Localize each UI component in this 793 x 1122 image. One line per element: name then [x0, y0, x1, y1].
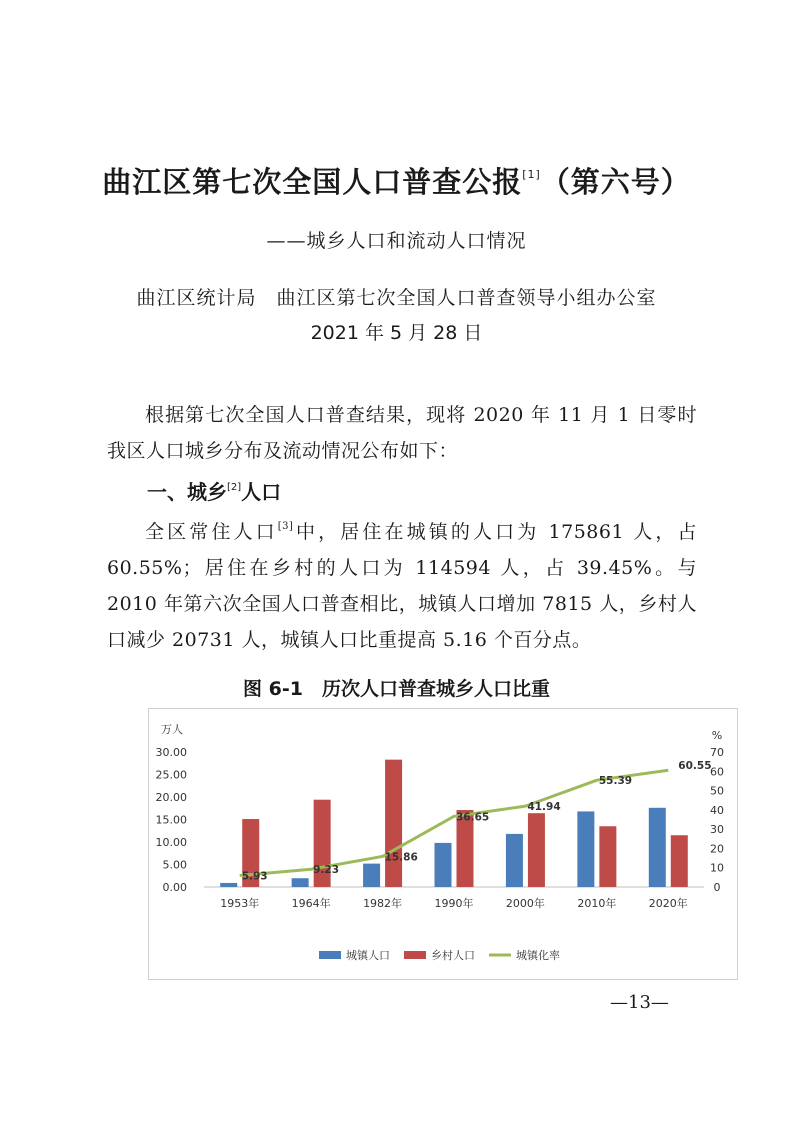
y-left-tick-label: 0.00 [162, 881, 187, 894]
x-tick-label: 2000年 [505, 897, 545, 910]
x-tick-label: 1990年 [434, 897, 474, 910]
x-tick-label: 2010年 [577, 897, 617, 910]
publish-date: 2021 年 5 月 28 日 [310, 322, 483, 344]
chart-title: 图 6-1 历次人口普查城乡人口比重 [243, 678, 550, 700]
title-footnote-ref: [1] [522, 168, 541, 181]
line-data-label: 15.86 [384, 851, 418, 864]
section-heading-text-b: 人口 [241, 480, 282, 504]
y-left-tick-label: 5.00 [162, 858, 187, 872]
legend-swatch [404, 951, 426, 959]
chart-container [148, 708, 738, 980]
section-heading-footnote-ref: [2] [227, 482, 242, 493]
x-tick-label: 1982年 [363, 897, 403, 910]
y-right-tick-label: 40 [710, 803, 724, 817]
x-tick-label: 1953年 [220, 897, 260, 910]
body-text-a: 全区常住人口 [145, 521, 278, 543]
y-right-tick-label: 50 [710, 784, 724, 798]
bar-urban [435, 843, 452, 887]
y-left-tick-label: 25.00 [155, 768, 187, 782]
y-right-tick-label: 20 [710, 842, 724, 856]
y-right-tick-label: 70 [710, 746, 724, 759]
line-data-label: 5.93 [241, 870, 268, 883]
line-data-label: 36.65 [456, 811, 490, 824]
bar-urban [649, 808, 666, 887]
bar-urban [506, 834, 523, 887]
y-left-tick-label: 15.00 [155, 813, 187, 827]
line-data-label: 41.94 [527, 801, 561, 814]
intro-paragraph [107, 397, 697, 469]
bar-rural [599, 826, 616, 887]
y-right-tick-label: 10 [710, 861, 724, 875]
legend-label: 城镇化率 [516, 949, 560, 962]
y-right-tick-label: 0 [713, 881, 721, 894]
line-data-label: 9.23 [313, 864, 340, 877]
intro-text: 根据第七次全国人口普查结果，现将 2020 年 11 月 1 日零时我区人口城乡分布及流动情况公布如下： [107, 404, 697, 462]
bar-urban [577, 811, 594, 887]
y-left-unit-label: 万人 [161, 723, 183, 736]
chart-svg [149, 709, 737, 979]
bar-rural [385, 760, 402, 887]
y-right-tick-label: 60 [710, 765, 724, 779]
bar-urban [292, 878, 309, 887]
y-left-tick-label: 10.00 [155, 836, 187, 849]
page-number: —13— [610, 992, 669, 1013]
bar-rural [671, 835, 688, 887]
body-paragraph [107, 509, 697, 658]
line-data-label: 55.39 [598, 775, 633, 788]
legend-label: 乡村人口 [431, 949, 475, 962]
x-tick-label: 1964年 [291, 897, 331, 910]
line-data-label: 60.55 [678, 760, 712, 773]
section-heading [147, 476, 281, 505]
bar-urban [363, 864, 380, 887]
legend-swatch [319, 951, 341, 959]
body-footnote-ref: [3] [277, 521, 294, 532]
y-left-tick-label: 20.00 [155, 791, 187, 804]
page-title [0, 160, 793, 201]
y-left-tick-label: 30.00 [155, 746, 187, 759]
bar-rural [528, 813, 545, 887]
legend-label: 城镇人口 [346, 949, 390, 962]
issuing-organizations: 曲江区统计局 曲江区第七次全国人口普查领导小组办公室 [136, 287, 657, 309]
subtitle: ——城乡人口和流动人口情况 [266, 230, 527, 252]
bar-urban [220, 883, 237, 887]
title-text: 曲江区第七次全国人口普查公报 [102, 165, 523, 199]
title-suffix: （第六号） [540, 165, 691, 199]
section-heading-text-a: 一、城乡 [147, 480, 227, 504]
y-right-unit-label: % [711, 729, 723, 742]
x-tick-label: 2020年 [648, 897, 688, 910]
body-text-b: 中，居住在城镇的人口为 175861 人，占 60.55%；居住在乡村的人口为 114594 人，占 39.45%。与 2010 年第六次全国人口普查相比，城镇人口增加 7815 人，乡村人口减少 20731 人，城镇人口比重提高 5.16 个百分点。 [107, 521, 697, 651]
y-right-tick-label: 30 [710, 823, 724, 837]
